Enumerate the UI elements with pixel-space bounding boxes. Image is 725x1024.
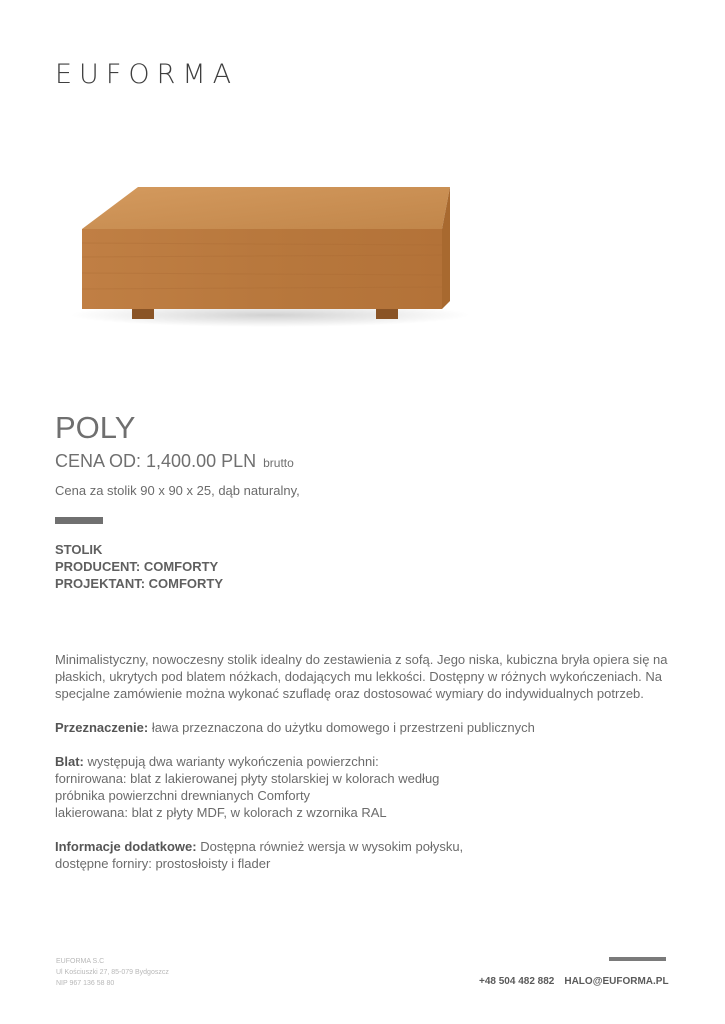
price-value: CENA OD: 1,400.00 PLN	[55, 451, 257, 471]
purpose-text: ława przeznaczona do użytku domowego i przestrzeni publicznych	[148, 720, 535, 735]
footer-nip: NIP 967 136 58 80	[56, 980, 115, 987]
product-spec	[55, 541, 223, 592]
spec-type: STOLIK	[55, 542, 103, 557]
footer-phone[interactable]: +48 504 482 882	[479, 976, 555, 987]
brand-logo: EUFORMA	[55, 59, 239, 90]
table-front-face	[82, 229, 442, 309]
price-note: Cena za stolik 90 x 90 x 25, dąb naturalny,	[55, 483, 300, 498]
table-top-surface	[82, 187, 450, 229]
footer-address: Ul Kościuszki 27, 85-079 Bydgoszcz	[56, 969, 169, 976]
section-divider	[55, 517, 103, 524]
info-label: Informacje dodatkowe:	[55, 839, 197, 854]
top-line-4: lakierowana: blat z płyty MDF, w kolorach z wzornika RAL	[55, 805, 387, 820]
top-line-3: próbnika powierzchni drewnianych Comforty	[55, 788, 311, 803]
price-suffix: brutto	[263, 456, 294, 470]
description-top	[55, 753, 670, 821]
info-line-2: dostępne forniry: prostosłoisty i flader	[55, 856, 271, 871]
footer-contact	[479, 976, 669, 987]
spec-producer: PRODUCENT: COMFORTY	[55, 559, 219, 574]
purpose-label: Przeznaczenie:	[55, 720, 149, 735]
footer-company-info	[56, 956, 169, 989]
footer-accent-bar	[609, 957, 666, 961]
product-image-coffee-table	[60, 165, 480, 345]
product-price	[55, 449, 294, 475]
product-title: POLY	[55, 410, 136, 445]
table-leg-right	[376, 309, 398, 319]
product-description	[55, 651, 670, 889]
info-line-1: Dostępna również wersja w wysokim połysku,	[196, 839, 464, 854]
table-leg-left	[132, 309, 154, 319]
description-additional-info	[55, 838, 670, 872]
top-label: Blat:	[55, 754, 84, 769]
description-intro: Minimalistyczny, nowoczesny stolik idealny do zestawienia z sofą. Jego niska, kubiczna bryła opiera się na płaskich, ukrytych pod blatem nóżkach, dodających mu lekkości. Dostępny w różnych wykończeniach. Na specjalne zamówienie można wykonać szufladę oraz dostosować wymiary do indywidualnych potrzeb.	[55, 652, 668, 701]
top-line-1: występują dwa warianty wykończenia powierzchni:	[83, 754, 379, 769]
spec-designer: PROJEKTANT: COMFORTY	[55, 576, 224, 591]
top-line-2: fornirowana: blat z lakierowanej płyty stolarskiej w kolorach według	[55, 771, 440, 786]
description-purpose	[55, 719, 670, 736]
footer-company-name: EUFORMA S.C	[56, 958, 105, 965]
footer-email[interactable]: HALO@EUFORMA.PL	[564, 976, 669, 987]
